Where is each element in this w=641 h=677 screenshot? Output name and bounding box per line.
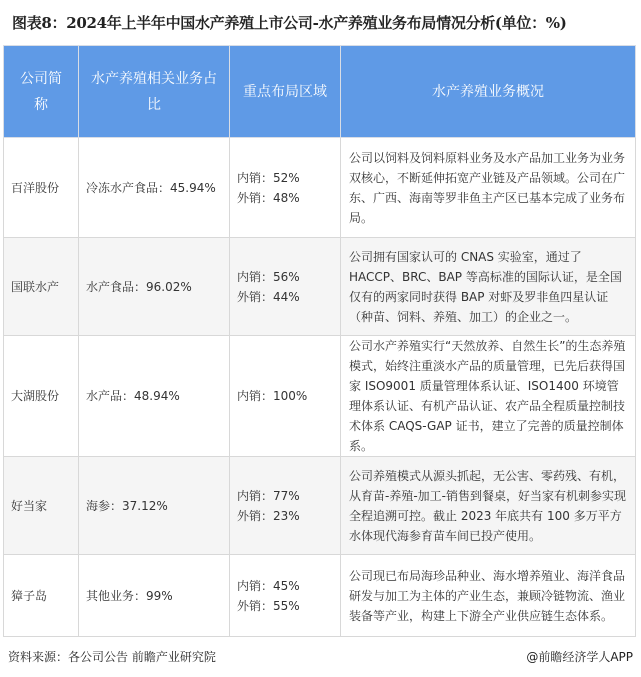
company-cell: 大湖股份 xyxy=(4,336,79,457)
share-cell: 水产品：48.94% xyxy=(79,336,230,457)
region-value: 外销：55% xyxy=(237,598,300,613)
region-value: 内销：77% xyxy=(237,488,300,503)
header-overview: 水产养殖业务概况 xyxy=(341,46,636,138)
region-cell xyxy=(230,336,341,457)
chart-title: 图表8：2024年上半年中国水产养殖上市公司-水产养殖业务布局情况分析(单位：%) xyxy=(12,14,567,32)
company-cell: 国联水产 xyxy=(4,238,79,336)
table-row xyxy=(4,457,636,555)
share-cell: 冷冻水产食品：45.94% xyxy=(79,138,230,238)
table-row xyxy=(4,238,636,336)
overview-cell: 公司水产养殖实行“天然放养、自然生长”的生态养殖模式，始终注重淡水产品的质量管理，已先后获得国家 ISO9001 质量管理体系认证、ISO1400 环境管理体系认证、有机产品认证、农产品全程质量控制技术体系 CAQS-GAP 证书，建立了完善的质量控制体系。 xyxy=(341,336,636,457)
header-share: 水产养殖相关业务占比 xyxy=(79,46,230,138)
table-header-row xyxy=(4,46,636,138)
share-cell: 其他业务：99% xyxy=(79,555,230,637)
source-note: 资料来源：各公司公告 前瞻产业研究院 xyxy=(8,650,216,664)
share-cell: 水产食品：96.02% xyxy=(79,238,230,336)
region-value: 内销：56% xyxy=(237,269,300,284)
share-cell: 海参：37.12% xyxy=(79,457,230,555)
overview-cell: 公司现已布局海珍品种业、海水增养殖业、海洋食品研发与加工为主体的产业生态，兼顾冷链物流、渔业装备等产业，构建上下游全产业供应链生态体系。 xyxy=(341,555,636,637)
region-value: 内销：45% xyxy=(237,578,300,593)
region-value: 外销：44% xyxy=(237,289,300,304)
company-cell: 百洋股份 xyxy=(4,138,79,238)
header-region: 重点布局区域 xyxy=(230,46,341,138)
table-row xyxy=(4,555,636,637)
table-row xyxy=(4,336,636,457)
overview-cell: 公司养殖模式从源头抓起，无公害、零药残、有机，从育苗-养殖-加工-销售到餐桌，好当家有机刺参实现全程追溯可控。截止 2023 年底共有 100 多万平方水体现代海参育苗车间已投产使用。 xyxy=(341,457,636,555)
region-cell xyxy=(230,138,341,238)
region-cell xyxy=(230,238,341,336)
brand-credit: @前瞻经济学人APP xyxy=(526,650,633,664)
region-value: 内销：100% xyxy=(237,389,308,403)
company-cell: 好当家 xyxy=(4,457,79,555)
overview-cell: 公司拥有国家认可的 CNAS 实验室，通过了 HACCP、BRC、BAP 等高标准的国际认证，是全国仅有的两家同时获得 BAP 对虾及罗非鱼四星认证（种苗、饲料、养殖、加工）的企业之一。 xyxy=(341,238,636,336)
region-value: 内销：52% xyxy=(237,170,300,185)
region-cell xyxy=(230,555,341,637)
region-value: 外销：48% xyxy=(237,190,300,205)
region-value: 外销：23% xyxy=(237,508,300,523)
overview-cell: 公司以饲料及饲料原料业务及水产品加工业务为业务双核心，不断延伸拓宽产业链及产品领域。公司在广东、广西、海南等罗非鱼主产区已基本完成了业务布局。 xyxy=(341,138,636,238)
table-row xyxy=(4,138,636,238)
company-cell: 獐子岛 xyxy=(4,555,79,637)
business-table xyxy=(3,45,636,637)
header-company: 公司简称 xyxy=(4,46,79,138)
region-cell xyxy=(230,457,341,555)
